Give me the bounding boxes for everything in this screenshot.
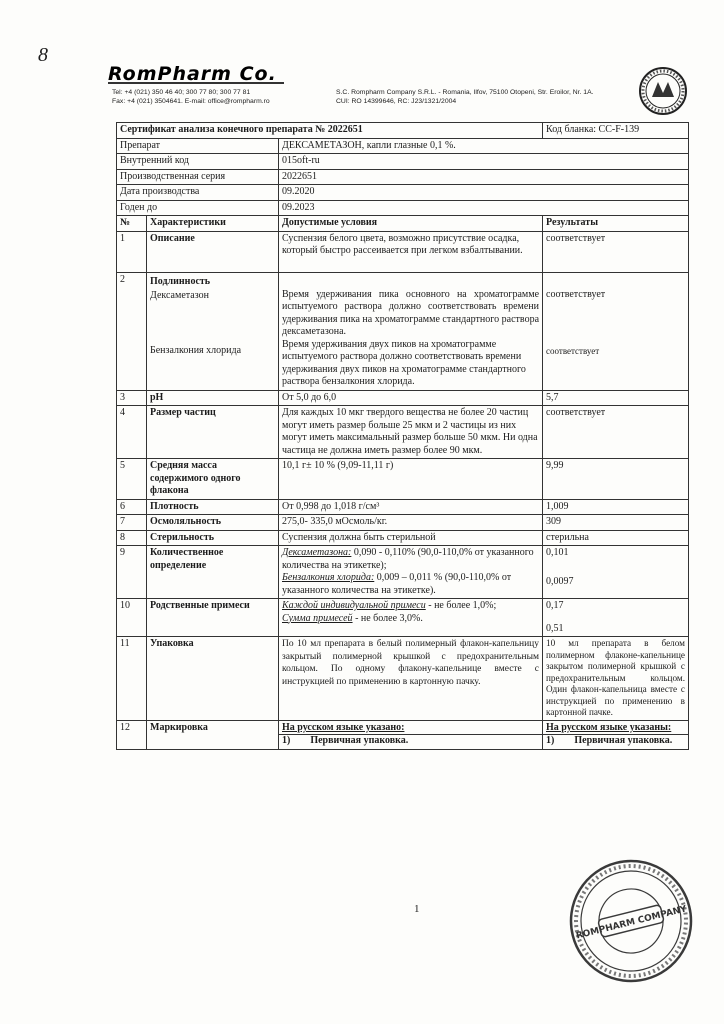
info-value: 09.2023 (279, 200, 689, 216)
table-row (117, 530, 689, 546)
characteristic: Средняя масса содержимого одного флакона (147, 459, 279, 500)
result: 309 (543, 515, 689, 531)
result: На русском языке указаны: (546, 721, 672, 733)
condition-label: Дексаметазона: (282, 547, 352, 558)
condition: 1) Первичная упаковка. (279, 734, 542, 748)
info-label: Производственная серия (117, 169, 279, 185)
table-row (117, 546, 689, 599)
page-number: 1 (414, 903, 420, 915)
info-value: ДЕКСАМЕТАЗОН, капли глазные 0,1 %. (279, 138, 689, 154)
result-cell (543, 546, 689, 599)
characteristic-sub: Бензалкония хлорида (150, 344, 242, 356)
certificate-title: Сертификат анализа конечного препарата № 2022651 (117, 123, 543, 139)
condition: Время удерживания двух пиков на хроматограмме испытуемого раствора должно соответствовать времени удерживания двух пиков на хроматограмме стандартного раствора бензалкония хлорида. (282, 338, 526, 387)
result-cell (543, 720, 689, 749)
stamp-text: ROMPHARM COMPANY (575, 904, 688, 942)
condition-text: 0,009 – 0,011 % (90,0-110,0% от указанного количества на этикетке). (282, 572, 512, 596)
result: 5,7 (543, 390, 689, 406)
result: 0,17 (546, 600, 564, 611)
table-row (117, 390, 689, 406)
characteristic: Маркировка (147, 720, 279, 749)
row-number: 5 (117, 459, 147, 500)
characteristic: Описание (147, 231, 279, 272)
info-label: Годен до (117, 200, 279, 216)
certificate-table (116, 122, 689, 750)
form-code: Код бланка: CC-F-139 (543, 123, 689, 139)
result: соответствует (543, 406, 689, 459)
info-value: 015oft-ru (279, 154, 689, 170)
condition: От 5,0 до 6,0 (279, 390, 543, 406)
row-number: 9 (117, 546, 147, 599)
company-seal-icon (638, 66, 688, 116)
info-row (117, 185, 689, 201)
condition-text: - не более 1,0%; (425, 600, 497, 611)
characteristic-cell (147, 272, 279, 390)
condition: По 10 мл препарата в белый полимерный флакон-капельницу закрытый полимерной крышкой с предохранительным кольцом. По одному флакону-капельнице вместе с инструкцией по применению в картонную пачку. (279, 637, 543, 721)
row-number: 6 (117, 499, 147, 515)
table-row (117, 231, 689, 272)
row-number: 2 (117, 272, 147, 390)
row-number: 1 (117, 231, 147, 272)
table-row (117, 499, 689, 515)
row-number: 7 (117, 515, 147, 531)
info-row (117, 154, 689, 170)
characteristic: Осмоляльность (147, 515, 279, 531)
result: 0,0097 (546, 575, 574, 587)
column-header-conditions: Допустимые условия (279, 216, 543, 232)
result: соответствует (546, 346, 600, 356)
row-number: 3 (117, 390, 147, 406)
condition-cell (279, 272, 543, 390)
company-address-line: S.C. Rompharm Company S.R.L. - Romania, Ilfov, 75100 Otopeni, Str. Eroilor, Nr. 1A. (336, 89, 594, 96)
condition (282, 547, 539, 572)
result: 9,99 (543, 459, 689, 500)
title-row (117, 123, 689, 139)
characteristic: Родственные примеси (147, 599, 279, 637)
condition: От 0,998 до 1,018 г/см³ (279, 499, 543, 515)
logo-text: RomPharm Co. (108, 63, 277, 85)
condition-text: - не более 3,0%. (352, 612, 423, 624)
row-number: 8 (117, 530, 147, 546)
characteristic: Упаковка (147, 637, 279, 721)
company-registration-line: CUI: RO 14399646, RC: J23/1321/2004 (336, 98, 457, 105)
condition: На русском языке указано: (282, 721, 405, 733)
characteristic: Количественное определение (147, 546, 279, 599)
result: соответствует (546, 288, 606, 300)
info-value: 09.2020 (279, 185, 689, 201)
info-label: Дата производства (117, 185, 279, 201)
info-row (117, 200, 689, 216)
characteristic: Стерильность (147, 530, 279, 546)
condition-label: Каждой индивидуальной примеси (282, 600, 426, 611)
characteristic-sub: Дексаметазон (150, 290, 209, 301)
result: 10 мл препарата в белом полимерном флаконе-капельнице закрытом полимерной крышкой с предохранительным кольцом. Один флакон-капельница вместе с инструкцией по применению в картонной пачке. (543, 637, 689, 721)
result-cell (543, 272, 689, 390)
condition (282, 600, 539, 613)
condition: Время удерживания пика основного на хроматограмме испытуемого раствора должно соответствовать времени удерживания пика на хроматограмме стандартного раствора дексаметазона. (282, 288, 540, 337)
condition: Для каждых 10 мкг твердого вещества не более 20 частиц могут иметь размер больше 25 мкм и 2 частицы из них могут иметь максимальный размер больше 50 мкм. Ни одна частица не должна иметь размер более 90 мкм. (279, 406, 543, 459)
condition: 10,1 г± 10 % (9,09-11,11 г) (279, 459, 543, 500)
official-stamp (566, 856, 696, 986)
table-row (117, 720, 689, 749)
column-header-characteristic: Характеристики (147, 216, 279, 232)
row-number: 4 (117, 406, 147, 459)
column-header-results: Результаты (543, 216, 689, 232)
condition: Суспензия должна быть стерильной (279, 530, 543, 546)
table-row (117, 459, 689, 500)
condition-cell (279, 599, 543, 637)
characteristic: Плотность (147, 499, 279, 515)
characteristic: Подлинность (150, 275, 211, 287)
table-row (117, 272, 689, 390)
info-row (117, 169, 689, 185)
info-label: Внутренний код (117, 154, 279, 170)
column-header-number: № (117, 216, 147, 232)
phone-line: Tel: +4 (021) 350 46 40; 300 77 80; 300 77 81 (112, 89, 251, 96)
handwritten-page-mark: 8 (38, 44, 48, 66)
info-label: Препарат (117, 138, 279, 154)
contact-block (112, 88, 270, 106)
condition: 275,0- 335,0 мОсмоль/кг. (279, 515, 543, 531)
condition-label: Бензалкония хлорида: (282, 572, 375, 583)
result: соответствует (543, 231, 689, 272)
table-row (117, 515, 689, 531)
info-value: 2022651 (279, 169, 689, 185)
table-row (117, 637, 689, 721)
row-number: 12 (117, 720, 147, 749)
result: стерильна (543, 530, 689, 546)
row-number: 10 (117, 599, 147, 637)
condition-cell (279, 720, 543, 749)
condition-cell (279, 546, 543, 599)
characteristic: pH (147, 390, 279, 406)
result: 1) Первичная упаковка. (543, 734, 688, 748)
result-cell (543, 599, 689, 637)
column-header-row (117, 216, 689, 232)
row-number: 11 (117, 637, 147, 721)
condition: Суспензия белого цвета, возможно присутствие осадка, который быстро рассеивается при легком взбалтывании. (279, 231, 543, 272)
condition (282, 572, 539, 597)
rompharm-logo (108, 62, 284, 86)
characteristic: Размер частиц (147, 406, 279, 459)
condition-label: Сумма примесей (282, 612, 353, 624)
company-address-block (336, 88, 594, 106)
result: 1,009 (543, 499, 689, 515)
info-row (117, 138, 689, 154)
condition-text: 0,090 - 0,110% (90,0-110,0% от указанного количества на этикетке); (282, 547, 534, 571)
result: 0,101 (546, 547, 569, 558)
table-row (117, 406, 689, 459)
fax-email-line: Fax: +4 (021) 3504641. E-mail: office@rompharm.ro (112, 98, 270, 105)
result: 0,51 (546, 622, 564, 634)
table-row (117, 599, 689, 637)
condition (282, 613, 539, 626)
